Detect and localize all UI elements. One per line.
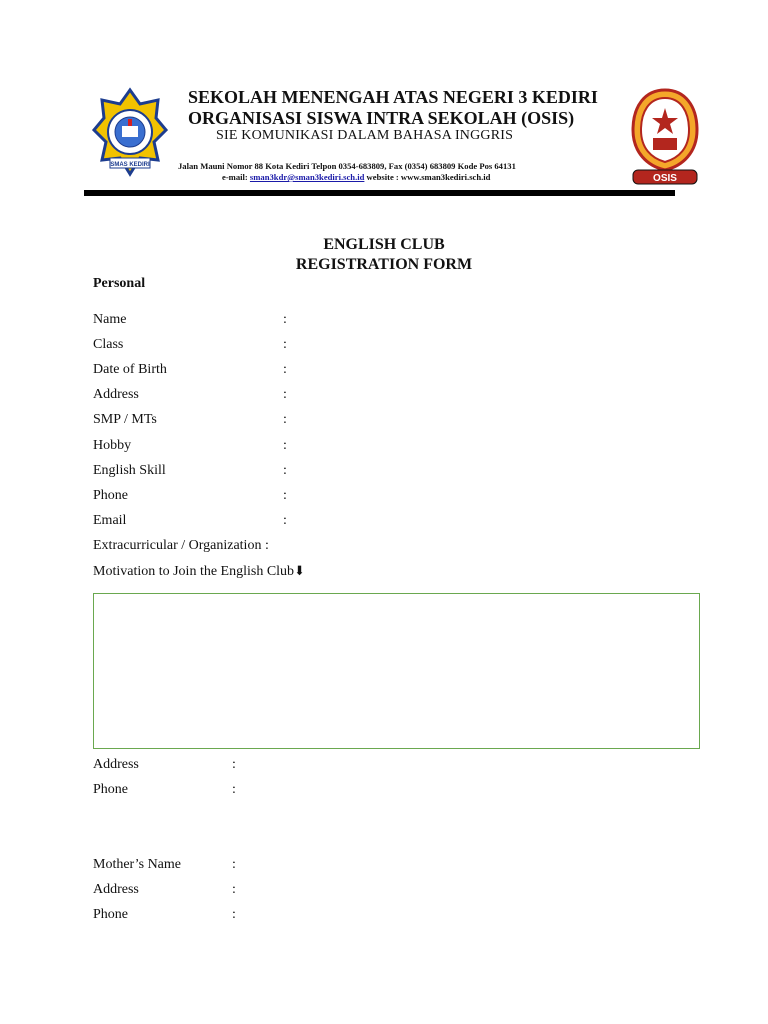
field-colon: : [283, 488, 287, 503]
organization-name: ORGANISASI SISWA INTRA SEKOLAH (OSIS) [188, 108, 575, 128]
field-label: SMP / MTs [93, 412, 157, 427]
field-colon: : [283, 513, 287, 528]
header-divider [84, 190, 675, 196]
email-link[interactable]: sman3kdr@sman3kediri.sch.id [249, 172, 365, 182]
field-colon: : [283, 387, 287, 402]
osis-emblem-logo [627, 86, 703, 188]
school-emblem-logo [92, 86, 168, 186]
field-colon: : [232, 782, 236, 797]
field-colon: : [283, 412, 287, 427]
field-label: Email [93, 513, 127, 528]
field-colon: : [264, 538, 269, 553]
field-label: Address [93, 882, 139, 897]
field-colon: : [283, 438, 287, 453]
field-father-address [93, 757, 236, 773]
field-label: Class [93, 337, 124, 352]
arrow-down-icon: ⬇ [294, 563, 305, 578]
field-label: Extracurricular / Organization [93, 538, 262, 553]
field-label: Address [93, 757, 139, 772]
field-extracurricular [93, 538, 269, 554]
field-hobby [93, 438, 287, 454]
field-label: Date of Birth [93, 362, 167, 377]
school-name: SEKOLAH MENENGAH ATAS NEGERI 3 KEDIRI [188, 87, 598, 107]
field-phone [93, 488, 287, 504]
form-title-line1: ENGLISH CLUB [323, 236, 445, 253]
field-label: Name [93, 312, 127, 327]
email-prefix: e-mail: [222, 172, 250, 182]
field-colon: : [232, 907, 236, 922]
field-smp-mts [93, 412, 287, 428]
field-colon: : [232, 882, 236, 897]
left-logo-text: SMAS KEDIRI [110, 162, 150, 168]
motivation-text: Motivation to Join the English Club [93, 564, 295, 579]
field-label: Hobby [93, 438, 132, 453]
field-label: Phone [93, 907, 128, 922]
field-label: Phone [93, 488, 128, 503]
field-mother-address [93, 882, 236, 898]
form-title-line2: REGISTRATION FORM [295, 256, 473, 273]
school-address: Jalan Mauni Nomor 88 Kota Kediri Telpon 0354-683809, Fax (0354) 683809 Kode Pos 64131 [178, 161, 516, 171]
contact-line [222, 172, 490, 182]
field-label: Mother’s Name [93, 857, 181, 872]
division-name: SIE KOMUNIKASI DALAM BAHASA INGGRIS [216, 128, 514, 143]
field-address [93, 387, 287, 403]
field-colon: : [232, 857, 236, 872]
field-mother-name [93, 857, 236, 873]
field-label: English Skill [93, 463, 166, 478]
motivation-textbox[interactable] [93, 593, 700, 749]
field-father-phone [93, 782, 236, 798]
field-email [93, 513, 287, 529]
field-colon: : [283, 337, 287, 352]
field-mother-phone [93, 907, 236, 923]
field-label: Phone [93, 782, 128, 797]
right-logo-text: OSIS [653, 173, 677, 184]
website-text: www.sman3kediri.sch.id [400, 172, 491, 182]
field-class [93, 337, 287, 353]
field-colon: : [283, 362, 287, 377]
section-heading-personal: Personal [93, 276, 146, 291]
field-english-skill [93, 463, 287, 479]
field-colon: : [283, 463, 287, 478]
field-date-of-birth [93, 362, 287, 378]
field-name [93, 312, 287, 328]
field-colon: : [232, 757, 236, 772]
field-colon: : [283, 312, 287, 327]
motivation-label [93, 563, 305, 580]
website-prefix: website : [364, 172, 401, 182]
field-label: Address [93, 387, 139, 402]
